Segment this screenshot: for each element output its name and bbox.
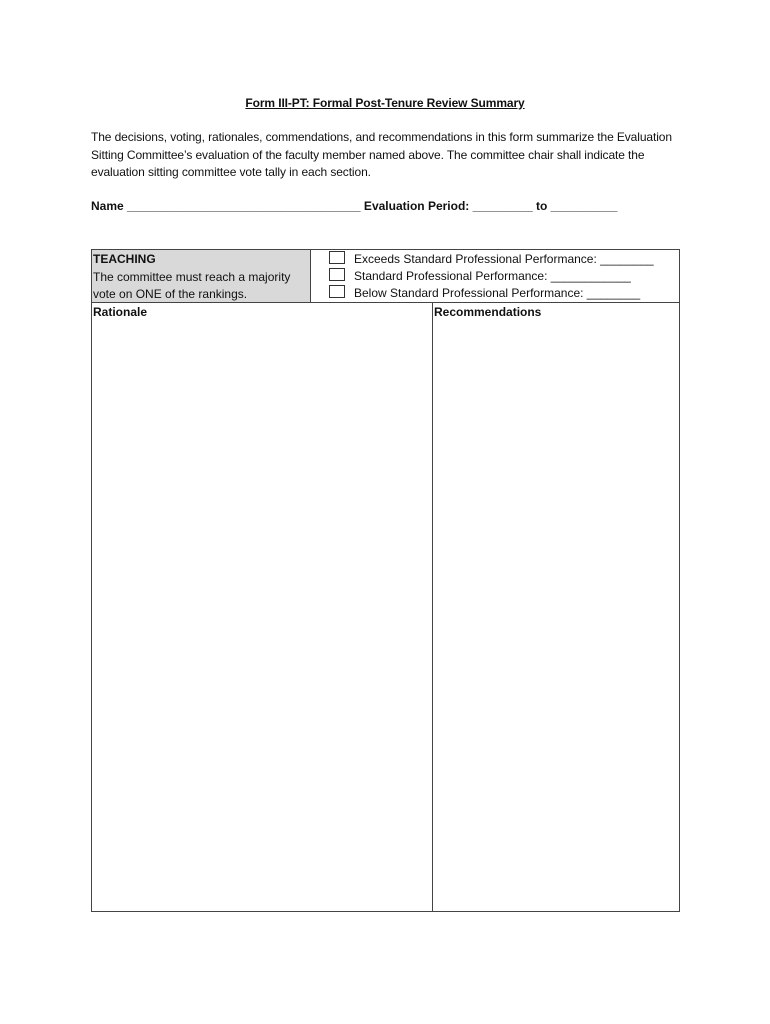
form-title: Form III-PT: Formal Post-Tenure Review Summary [245,96,525,110]
ranking-option-standard[interactable] [329,268,631,285]
recommendations-heading: Recommendations [434,305,542,319]
ranking-options [311,250,679,303]
checkbox-icon[interactable] [329,268,345,281]
teaching-section-label [92,250,311,303]
teaching-review-table [91,249,680,912]
teaching-instruction: The committee must reach a majority vote on ONE of the rankings. [93,269,291,301]
option-label: Exceeds Standard Professional Performance: ________ [354,252,654,266]
ranking-option-below[interactable] [329,285,640,302]
column-divider [432,303,433,911]
ranking-option-exceeds[interactable] [329,251,654,268]
intro-paragraph: The decisions, voting, rationales, commendations, and recommendations in this form summarize the Evaluation Sitting Committee’s evaluation of the faculty member named above. The committee chair shall indicate the evaluation sitting committee vote tally in each section. [91,130,672,179]
checkbox-icon[interactable] [329,285,345,298]
teaching-heading: TEACHING [93,252,156,266]
name-evaluation-period-line[interactable]: Name ___________________________________ Evaluation Period: _________ to __________ [91,199,618,213]
option-label: Below Standard Professional Performance: ________ [354,286,641,300]
option-label: Standard Professional Performance: ____________ [354,269,631,283]
rationale-heading: Rationale [93,305,148,319]
checkbox-icon[interactable] [329,251,345,264]
